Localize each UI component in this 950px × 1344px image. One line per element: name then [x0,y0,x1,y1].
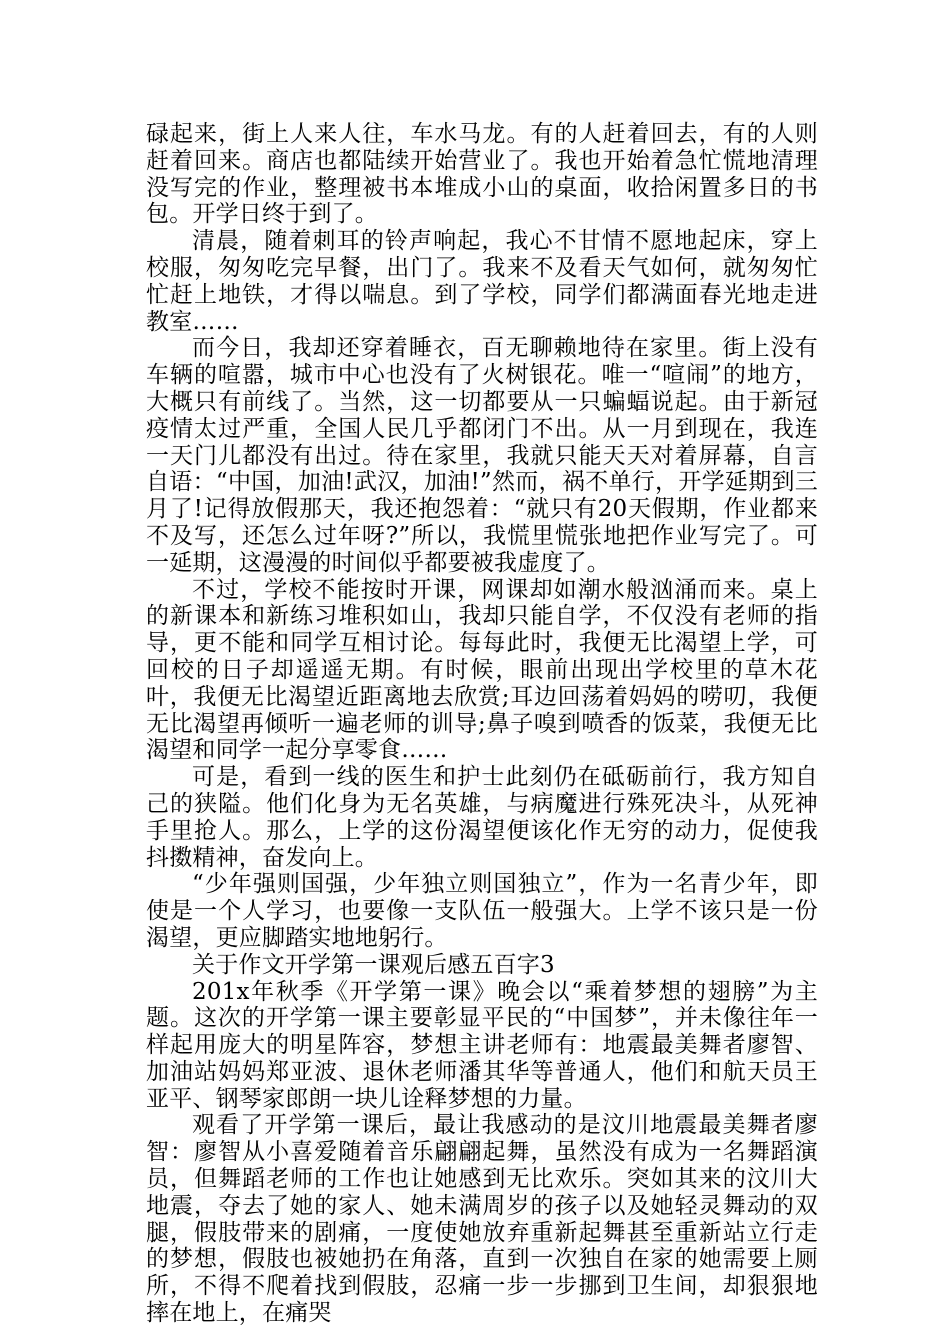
paragraph: 而今日，我却还穿着睡衣，百无聊赖地待在家里。街上没有车辆的喧嚣，城市中心也没有了火树银花。唯一“喧闹”的地方，大概只有前线了。当然，这一切都要从一只蝙蝠说起。由于新冠疫情太过严重，全国人民几乎都闭门不出。从一月到现在，我连一天门儿都没有出过。待在家里，我就只能天天对着屏幕，自言自语：“中国，加油!武汉，加油!”然而，祸不单行，开学延期到三月了!记得放假那天，我还抱怨着：“就只有20天假期，作业都来不及写，还怎么过年呀?”所以，我慌里慌张地把作业写完了。可一延期，这漫漫的时间似乎都要被我虚度了。 [146,335,818,576]
paragraph: 201x年秋季《开学第一课》晚会以“乘着梦想的翅膀”为主题。这次的开学第一课主要彰显平民的“中国梦”，并未像往年一样起用庞大的明星阵容，梦想主讲老师有：地震最美舞者廖智、加油站妈妈郑亚波、退休老师潘其华等普通人，他们和航天员王亚平、钢琴家郎朗一块儿诠释梦想的力量。 [146,978,818,1112]
paragraph: 不过，学校不能按时开课，网课却如潮水般汹涌而来。桌上的新课本和新练习堆积如山，我却只能自学，不仅没有老师的指导，更不能和同学互相讨论。每每此时，我便无比渴望上学，可回校的日子却遥遥无期。有时候，眼前出现出学校里的草木花叶，我便无比渴望近距离地去欣赏;耳边回荡着妈妈的唠叨，我便无比渴望再倾听一遍老师的训导;鼻子嗅到喷香的饭菜，我便无比渴望和同学一起分享零食…… [146,576,818,764]
paragraph: 清晨，随着刺耳的铃声响起，我心不甘情不愿地起床，穿上校服，匆匆吃完早餐，出门了。我来不及看天气如何，就匆匆忙忙赶上地铁，才得以喘息。到了学校，同学们都满面春光地走进教室…… [146,228,818,335]
paragraph: 可是，看到一线的医生和护士此刻仍在砥砺前行，我方知自己的狭隘。他们化身为无名英雄，与病魔进行殊死决斗，从死神手里抢人。那么，上学的这份渴望便该化作无穷的动力，促使我抖擞精神，奋发向上。 [146,764,818,871]
paragraph: “少年强则国强，少年独立则国独立”，作为一名青少年，即使是一个人学习，也要像一支队伍一般强大。上学不该只是一份渴望，更应脚踏实地地躬行。 [146,871,818,951]
paragraph: 碌起来，街上人来人往，车水马龙。有的人赶着回去，有的人则赶着回来。商店也都陆续开始营业了。我也开始着急忙慌地清理没写完的作业，整理被书本堆成小山的桌面，收拾闲置多日的书包。开学日终于到了。 [146,121,818,228]
section-heading: 关于作文开学第一课观后感五百字3 [192,951,555,978]
document-body [146,121,818,1327]
paragraph: 观看了开学第一课后，最让我感动的是汶川地震最美舞者廖智：廖智从小喜爱随着音乐翩翩起舞，虽然没有成为一名舞蹈演员，但舞蹈老师的工作也让她感到无比欢乐。突如其来的汶川大地震，夺去了她的家人、她未满周岁的孩子以及她轻灵舞动的双腿，假肢带来的剧痛，一度使她放弃重新起舞甚至重新站立行走的梦想，假肢也被她扔在角落，直到一次独自在家的她需要上厕所，不得不爬着找到假肢，忍痛一步一步挪到卫生间，却狠狠地摔在地上，在痛哭 [146,1112,818,1327]
